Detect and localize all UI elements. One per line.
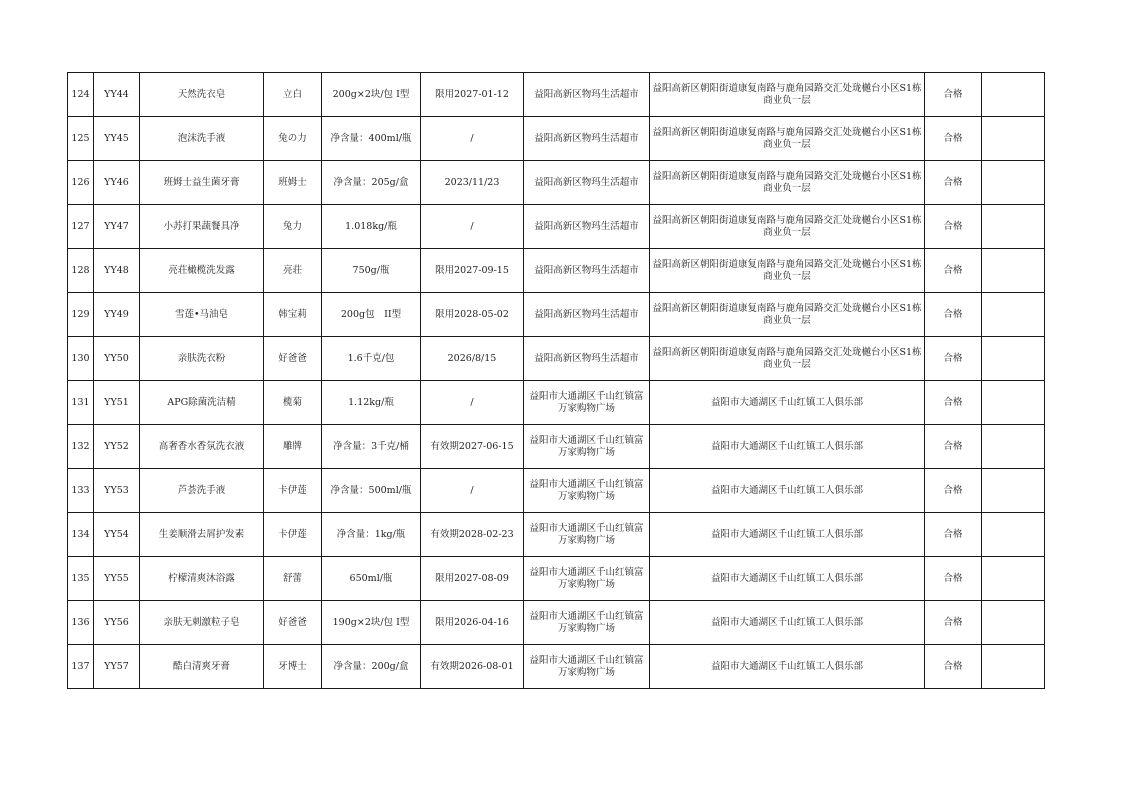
- note-cell: [982, 425, 1045, 469]
- spec-cell: 1.12kg/瓶: [322, 381, 421, 425]
- store-cell: 益阳高新区物玛生活超市: [524, 249, 650, 293]
- note-cell: [982, 293, 1045, 337]
- seq-cell: 137: [68, 645, 94, 689]
- product-name-cell: 亮荘橄榄洗发露: [140, 249, 264, 293]
- result-cell: 合格: [925, 381, 982, 425]
- result-cell: 合格: [925, 205, 982, 249]
- code-cell: YY53: [94, 469, 140, 513]
- brand-cell: 舒蕾: [264, 557, 322, 601]
- brand-cell: 牙博士: [264, 645, 322, 689]
- table-row: [68, 161, 1045, 205]
- code-cell: YY51: [94, 381, 140, 425]
- note-cell: [982, 161, 1045, 205]
- store-cell: 益阳高新区物玛生活超市: [524, 73, 650, 117]
- brand-cell: 兔の力: [264, 117, 322, 161]
- spec-cell: 净含量：3千克/桶: [322, 425, 421, 469]
- note-cell: [982, 117, 1045, 161]
- address-cell: 益阳市大通湖区千山红镇工人俱乐部: [650, 557, 925, 601]
- code-cell: YY50: [94, 337, 140, 381]
- code-cell: YY45: [94, 117, 140, 161]
- brand-cell: 好爸爸: [264, 601, 322, 645]
- brand-cell: 亮荘: [264, 249, 322, 293]
- product-name-cell: 泡沫洗手液: [140, 117, 264, 161]
- address-cell: 益阳高新区朝阳街道康复南路与鹿角园路交汇处珑樾台小区S1栋商业负一层: [650, 73, 925, 117]
- result-cell: 合格: [925, 73, 982, 117]
- date-cell: 2023/11/23: [421, 161, 524, 205]
- product-name-cell: 亲肤洗衣粉: [140, 337, 264, 381]
- code-cell: YY49: [94, 293, 140, 337]
- brand-cell: 雕牌: [264, 425, 322, 469]
- date-cell: 限用2028-05-02: [421, 293, 524, 337]
- note-cell: [982, 73, 1045, 117]
- note-cell: [982, 513, 1045, 557]
- product-name-cell: 酷白清爽牙膏: [140, 645, 264, 689]
- spec-cell: 650ml/瓶: [322, 557, 421, 601]
- product-name-cell: 雪莲•马油皂: [140, 293, 264, 337]
- date-cell: /: [421, 381, 524, 425]
- spec-cell: 净含量：205g/盒: [322, 161, 421, 205]
- seq-cell: 126: [68, 161, 94, 205]
- store-cell: 益阳高新区物玛生活超市: [524, 337, 650, 381]
- brand-cell: 榄菊: [264, 381, 322, 425]
- product-name-cell: APG除菌洗洁精: [140, 381, 264, 425]
- spec-cell: 净含量：1kg/瓶: [322, 513, 421, 557]
- code-cell: YY56: [94, 601, 140, 645]
- seq-cell: 134: [68, 513, 94, 557]
- brand-cell: 韩宝莉: [264, 293, 322, 337]
- result-cell: 合格: [925, 161, 982, 205]
- address-cell: 益阳高新区朝阳街道康复南路与鹿角园路交汇处珑樾台小区S1栋商业负一层: [650, 205, 925, 249]
- inspection-results-table: [67, 72, 1045, 689]
- product-name-cell: 高奢香水香氛洗衣液: [140, 425, 264, 469]
- address-cell: 益阳高新区朝阳街道康复南路与鹿角园路交汇处珑樾台小区S1栋商业负一层: [650, 293, 925, 337]
- product-name-cell: 柠檬清爽沐浴露: [140, 557, 264, 601]
- seq-cell: 133: [68, 469, 94, 513]
- store-cell: 益阳高新区物玛生活超市: [524, 161, 650, 205]
- address-cell: 益阳高新区朝阳街道康复南路与鹿角园路交汇处珑樾台小区S1栋商业负一层: [650, 117, 925, 161]
- spec-cell: 200g包 II型: [322, 293, 421, 337]
- seq-cell: 129: [68, 293, 94, 337]
- note-cell: [982, 249, 1045, 293]
- brand-cell: 兔力: [264, 205, 322, 249]
- note-cell: [982, 645, 1045, 689]
- address-cell: 益阳市大通湖区千山红镇工人俱乐部: [650, 381, 925, 425]
- note-cell: [982, 205, 1045, 249]
- table-row: [68, 73, 1045, 117]
- table-row: [68, 513, 1045, 557]
- note-cell: [982, 469, 1045, 513]
- result-cell: 合格: [925, 293, 982, 337]
- code-cell: YY47: [94, 205, 140, 249]
- table-row: [68, 337, 1045, 381]
- note-cell: [982, 601, 1045, 645]
- table-row: [68, 425, 1045, 469]
- code-cell: YY44: [94, 73, 140, 117]
- table-row: [68, 205, 1045, 249]
- store-cell: 益阳高新区物玛生活超市: [524, 117, 650, 161]
- result-cell: 合格: [925, 513, 982, 557]
- table-row: [68, 645, 1045, 689]
- table-row: [68, 381, 1045, 425]
- spec-cell: 750g/瓶: [322, 249, 421, 293]
- result-cell: 合格: [925, 469, 982, 513]
- date-cell: 限用2027-09-15: [421, 249, 524, 293]
- note-cell: [982, 557, 1045, 601]
- store-cell: 益阳高新区物玛生活超市: [524, 293, 650, 337]
- note-cell: [982, 337, 1045, 381]
- date-cell: 限用2027-08-09: [421, 557, 524, 601]
- table-body: [68, 73, 1045, 689]
- address-cell: 益阳高新区朝阳街道康复南路与鹿角园路交汇处珑樾台小区S1栋商业负一层: [650, 161, 925, 205]
- spec-cell: 1.018kg/瓶: [322, 205, 421, 249]
- spec-cell: 净含量：400ml/瓶: [322, 117, 421, 161]
- address-cell: 益阳市大通湖区千山红镇工人俱乐部: [650, 645, 925, 689]
- store-cell: 益阳市大通湖区千山红镇富万家购物广场: [524, 425, 650, 469]
- date-cell: 限用2026-04-16: [421, 601, 524, 645]
- brand-cell: 班姆士: [264, 161, 322, 205]
- brand-cell: 立白: [264, 73, 322, 117]
- code-cell: YY52: [94, 425, 140, 469]
- date-cell: 2026/8/15: [421, 337, 524, 381]
- store-cell: 益阳市大通湖区千山红镇富万家购物广场: [524, 381, 650, 425]
- product-name-cell: 生姜顺滑去屑护发素: [140, 513, 264, 557]
- product-name-cell: 芦荟洗手液: [140, 469, 264, 513]
- store-cell: 益阳市大通湖区千山红镇富万家购物广场: [524, 469, 650, 513]
- code-cell: YY46: [94, 161, 140, 205]
- seq-cell: 125: [68, 117, 94, 161]
- seq-cell: 127: [68, 205, 94, 249]
- store-cell: 益阳市大通湖区千山红镇富万家购物广场: [524, 645, 650, 689]
- spec-cell: 190g×2块/包 I型: [322, 601, 421, 645]
- brand-cell: 好爸爸: [264, 337, 322, 381]
- result-cell: 合格: [925, 249, 982, 293]
- table-row: [68, 469, 1045, 513]
- code-cell: YY48: [94, 249, 140, 293]
- date-cell: 限用2027-01-12: [421, 73, 524, 117]
- result-cell: 合格: [925, 337, 982, 381]
- date-cell: /: [421, 205, 524, 249]
- code-cell: YY57: [94, 645, 140, 689]
- store-cell: 益阳市大通湖区千山红镇富万家购物广场: [524, 557, 650, 601]
- note-cell: [982, 381, 1045, 425]
- product-name-cell: 班姆士益生菌牙膏: [140, 161, 264, 205]
- address-cell: 益阳市大通湖区千山红镇工人俱乐部: [650, 513, 925, 557]
- date-cell: 有效期2027-06-15: [421, 425, 524, 469]
- table-row: [68, 557, 1045, 601]
- address-cell: 益阳高新区朝阳街道康复南路与鹿角园路交汇处珑樾台小区S1栋商业负一层: [650, 249, 925, 293]
- store-cell: 益阳市大通湖区千山红镇富万家购物广场: [524, 513, 650, 557]
- code-cell: YY54: [94, 513, 140, 557]
- date-cell: 有效期2028-02-23: [421, 513, 524, 557]
- spec-cell: 净含量：500ml/瓶: [322, 469, 421, 513]
- seq-cell: 132: [68, 425, 94, 469]
- address-cell: 益阳市大通湖区千山红镇工人俱乐部: [650, 601, 925, 645]
- date-cell: 有效期2026-08-01: [421, 645, 524, 689]
- table-row: [68, 601, 1045, 645]
- result-cell: 合格: [925, 425, 982, 469]
- brand-cell: 卡伊莲: [264, 513, 322, 557]
- spec-cell: 净含量：200g/盒: [322, 645, 421, 689]
- seq-cell: 135: [68, 557, 94, 601]
- store-cell: 益阳市大通湖区千山红镇富万家购物广场: [524, 601, 650, 645]
- result-cell: 合格: [925, 557, 982, 601]
- product-name-cell: 亲肤无刺激粒子皂: [140, 601, 264, 645]
- product-name-cell: 天然洗衣皂: [140, 73, 264, 117]
- code-cell: YY55: [94, 557, 140, 601]
- table-row: [68, 293, 1045, 337]
- store-cell: 益阳高新区物玛生活超市: [524, 205, 650, 249]
- seq-cell: 131: [68, 381, 94, 425]
- result-cell: 合格: [925, 601, 982, 645]
- seq-cell: 130: [68, 337, 94, 381]
- date-cell: /: [421, 117, 524, 161]
- table-row: [68, 117, 1045, 161]
- product-name-cell: 小苏打果蔬餐具净: [140, 205, 264, 249]
- result-cell: 合格: [925, 645, 982, 689]
- result-cell: 合格: [925, 117, 982, 161]
- spec-cell: 1.6千克/包: [322, 337, 421, 381]
- table-row: [68, 249, 1045, 293]
- seq-cell: 128: [68, 249, 94, 293]
- address-cell: 益阳市大通湖区千山红镇工人俱乐部: [650, 425, 925, 469]
- address-cell: 益阳市大通湖区千山红镇工人俱乐部: [650, 469, 925, 513]
- address-cell: 益阳高新区朝阳街道康复南路与鹿角园路交汇处珑樾台小区S1栋商业负一层: [650, 337, 925, 381]
- seq-cell: 124: [68, 73, 94, 117]
- date-cell: /: [421, 469, 524, 513]
- brand-cell: 卡伊莲: [264, 469, 322, 513]
- seq-cell: 136: [68, 601, 94, 645]
- spec-cell: 200g×2块/包 I型: [322, 73, 421, 117]
